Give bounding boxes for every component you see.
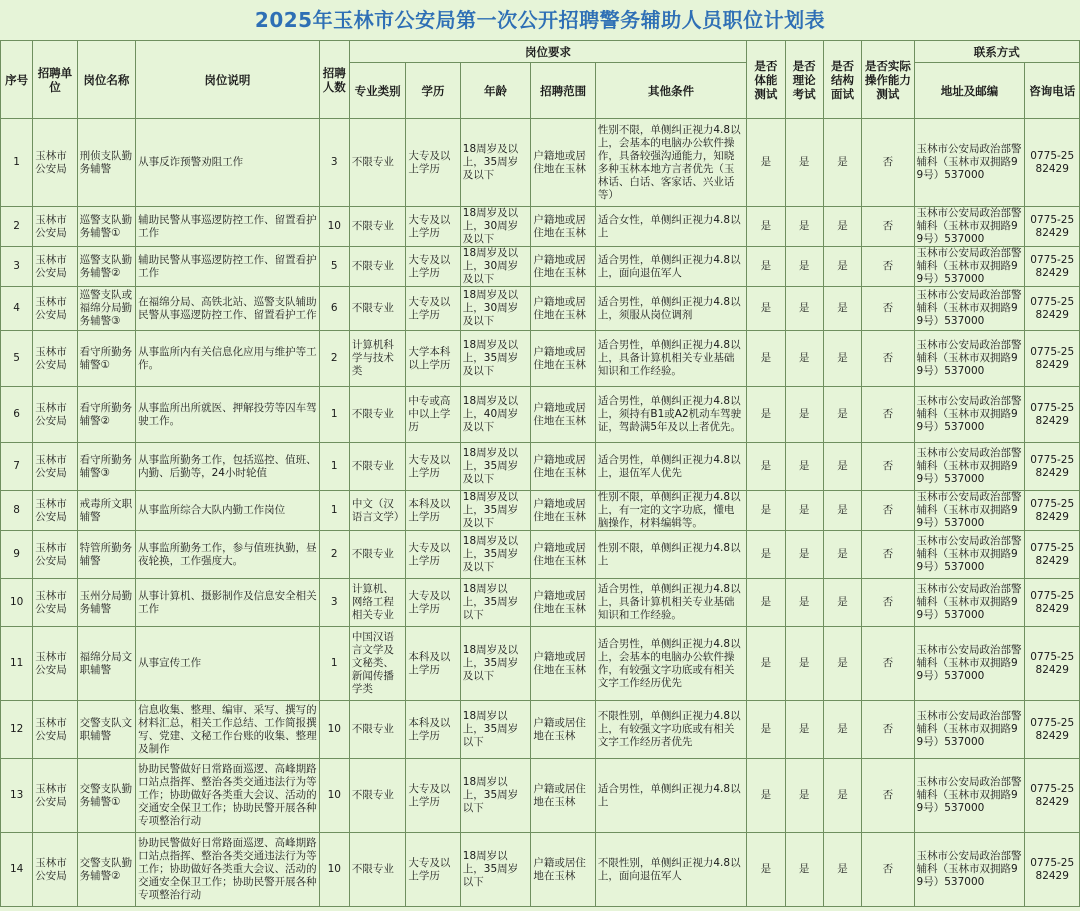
cell-practical: 否 [862, 247, 914, 287]
cell-address: 玉林市公安局政治部警辅科（玉林市双拥路99号）537000 [914, 627, 1025, 701]
cell-phone: 0775-2582429 [1025, 207, 1080, 247]
cell-practical: 否 [862, 759, 914, 833]
cell-seq: 6 [1, 387, 33, 443]
cell-practical: 否 [862, 207, 914, 247]
cell-description: 信息收集、整理、编审、采写、撰写的材料汇总，相关工作总结、工作简报撰写、党建、文秘工作台账的收集、整理及制作 [136, 701, 320, 759]
cell-major: 不限专业 [349, 759, 405, 833]
cell-education: 大专及以上学历 [406, 287, 460, 331]
cell-seq: 2 [1, 207, 33, 247]
cell-phone: 0775-2582429 [1025, 119, 1080, 207]
cell-structured: 是 [823, 247, 861, 287]
cell-count: 10 [319, 701, 349, 759]
cell-unit: 玉林市公安局 [33, 443, 77, 491]
cell-count: 1 [319, 491, 349, 531]
cell-major: 不限专业 [349, 701, 405, 759]
cell-seq: 7 [1, 443, 33, 491]
header-structured: 是否结构面试 [823, 41, 861, 119]
cell-scope: 户籍地或居住地在玉林 [531, 531, 596, 579]
cell-physical: 是 [747, 247, 785, 287]
cell-physical: 是 [747, 579, 785, 627]
cell-structured: 是 [823, 627, 861, 701]
cell-education: 本科及以上学历 [406, 701, 460, 759]
cell-age: 18周岁及以上，35周岁及以下 [460, 119, 531, 207]
header-scope: 招聘范围 [531, 63, 596, 119]
cell-scope: 户籍或居住地在玉林 [531, 833, 596, 907]
cell-seq: 3 [1, 247, 33, 287]
cell-seq: 13 [1, 759, 33, 833]
cell-description: 从事宣传工作 [136, 627, 320, 701]
cell-major: 不限专业 [349, 247, 405, 287]
cell-address: 玉林市公安局政治部警辅科（玉林市双拥路99号）537000 [914, 207, 1025, 247]
cell-theory: 是 [785, 531, 823, 579]
cell-unit: 玉林市公安局 [33, 387, 77, 443]
cell-practical: 否 [862, 119, 914, 207]
cell-phone: 0775-2582429 [1025, 759, 1080, 833]
cell-theory: 是 [785, 491, 823, 531]
cell-description: 从事计算机、摄影制作及信息安全相关工作 [136, 579, 320, 627]
table-row [1, 531, 1080, 579]
cell-unit: 玉林市公安局 [33, 491, 77, 531]
header-address: 地址及邮编 [914, 63, 1025, 119]
cell-phone: 0775-2582429 [1025, 331, 1080, 387]
cell-position: 看守所勤务辅警③ [77, 443, 135, 491]
cell-education: 大专及以上学历 [406, 531, 460, 579]
cell-unit: 玉林市公安局 [33, 531, 77, 579]
header-description: 岗位说明 [136, 41, 320, 119]
header-education: 学历 [406, 63, 460, 119]
cell-scope: 户籍地或居住地在玉林 [531, 119, 596, 207]
cell-structured: 是 [823, 443, 861, 491]
cell-other: 适合男性，单侧纠正视力4.8以上，须服从岗位调剂 [595, 287, 746, 331]
cell-scope: 户籍地或居住地在玉林 [531, 247, 596, 287]
cell-phone: 0775-2582429 [1025, 491, 1080, 531]
cell-other: 适合男性，单侧纠正视力4.8以上 [595, 759, 746, 833]
header-theory: 是否理论考试 [785, 41, 823, 119]
cell-other: 不限性别，单侧纠正视力4.8以上，有较强文字功底或有相关文字工作经历者优先 [595, 701, 746, 759]
cell-practical: 否 [862, 331, 914, 387]
header-seq: 序号 [1, 41, 33, 119]
cell-address: 玉林市公安局政治部警辅科（玉林市双拥路99号）537000 [914, 287, 1025, 331]
header-phone: 咨询电话 [1025, 63, 1080, 119]
cell-structured: 是 [823, 207, 861, 247]
cell-unit: 玉林市公安局 [33, 287, 77, 331]
cell-structured: 是 [823, 701, 861, 759]
cell-seq: 1 [1, 119, 33, 207]
cell-theory: 是 [785, 627, 823, 701]
cell-physical: 是 [747, 531, 785, 579]
cell-theory: 是 [785, 387, 823, 443]
cell-count: 3 [319, 119, 349, 207]
cell-age: 18周岁及以上，30周岁及以下 [460, 207, 531, 247]
cell-physical: 是 [747, 759, 785, 833]
cell-count: 10 [319, 833, 349, 907]
cell-age: 18周岁及以上，35周岁及以下 [460, 443, 531, 491]
cell-address: 玉林市公安局政治部警辅科（玉林市双拥路99号）537000 [914, 579, 1025, 627]
cell-scope: 户籍或居住地在玉林 [531, 759, 596, 833]
cell-scope: 户籍地或居住地在玉林 [531, 491, 596, 531]
cell-count: 1 [319, 387, 349, 443]
cell-age: 18周岁及以上，35周岁及以下 [460, 531, 531, 579]
header-contact: 联系方式 [914, 41, 1079, 63]
cell-theory: 是 [785, 247, 823, 287]
cell-education: 大专及以上学历 [406, 207, 460, 247]
table-row [1, 119, 1080, 207]
header-requirements: 岗位要求 [349, 41, 746, 63]
cell-count: 10 [319, 759, 349, 833]
cell-structured: 是 [823, 287, 861, 331]
cell-phone: 0775-2582429 [1025, 579, 1080, 627]
cell-scope: 户籍地或居住地在玉林 [531, 627, 596, 701]
cell-education: 大专及以上学历 [406, 833, 460, 907]
cell-practical: 否 [862, 491, 914, 531]
cell-description: 辅助民警从事巡逻防控工作、留置看护工作 [136, 207, 320, 247]
cell-unit: 玉林市公安局 [33, 119, 77, 207]
cell-practical: 否 [862, 701, 914, 759]
cell-structured: 是 [823, 331, 861, 387]
header-unit: 招聘单位 [33, 41, 77, 119]
table-row [1, 287, 1080, 331]
cell-physical: 是 [747, 387, 785, 443]
cell-phone: 0775-2582429 [1025, 287, 1080, 331]
table-row [1, 579, 1080, 627]
header-practical: 是否实际操作能力测试 [862, 41, 914, 119]
header-other: 其他条件 [595, 63, 746, 119]
table-row [1, 443, 1080, 491]
cell-age: 18周岁及以上，30周岁及以下 [460, 247, 531, 287]
table-header [1, 41, 1080, 119]
cell-phone: 0775-2582429 [1025, 247, 1080, 287]
cell-count: 2 [319, 331, 349, 387]
cell-seq: 11 [1, 627, 33, 701]
cell-age: 18周岁及以上，35周岁及以下 [460, 627, 531, 701]
cell-phone: 0775-2582429 [1025, 701, 1080, 759]
cell-physical: 是 [747, 491, 785, 531]
cell-count: 10 [319, 207, 349, 247]
cell-scope: 户籍地或居住地在玉林 [531, 287, 596, 331]
cell-scope: 户籍或居住地在玉林 [531, 701, 596, 759]
cell-description: 从事反诈预警劝阻工作 [136, 119, 320, 207]
cell-scope: 户籍地或居住地在玉林 [531, 579, 596, 627]
cell-unit: 玉林市公安局 [33, 331, 77, 387]
cell-description: 辅助民警从事巡逻防控工作、留置看护工作 [136, 247, 320, 287]
cell-phone: 0775-2582429 [1025, 531, 1080, 579]
cell-position: 福绵分局文职辅警 [77, 627, 135, 701]
cell-theory: 是 [785, 331, 823, 387]
cell-major: 不限专业 [349, 833, 405, 907]
cell-address: 玉林市公安局政治部警辅科（玉林市双拥路99号）537000 [914, 701, 1025, 759]
cell-theory: 是 [785, 759, 823, 833]
cell-practical: 否 [862, 579, 914, 627]
cell-description: 从事监所勤务工作，包括巡控、值班、内勤、后勤等，24小时轮值 [136, 443, 320, 491]
table-row [1, 491, 1080, 531]
cell-age: 18周岁及以上，35周岁及以下 [460, 491, 531, 531]
cell-education: 大专及以上学历 [406, 247, 460, 287]
cell-age: 18周岁以上，35周岁以下 [460, 579, 531, 627]
cell-physical: 是 [747, 701, 785, 759]
cell-other: 性别不限，单侧纠正视力4.8以上，会基本的电脑办公软件操作，具备较强沟通能力，知晓多种玉林本地方言者优先（玉林话、白话、客家话、兴业话等） [595, 119, 746, 207]
cell-scope: 户籍地或居住地在玉林 [531, 331, 596, 387]
cell-address: 玉林市公安局政治部警辅科（玉林市双拥路99号）537000 [914, 759, 1025, 833]
cell-count: 2 [319, 531, 349, 579]
cell-phone: 0775-2582429 [1025, 387, 1080, 443]
cell-major: 不限专业 [349, 207, 405, 247]
cell-physical: 是 [747, 207, 785, 247]
cell-education: 本科及以上学历 [406, 491, 460, 531]
cell-age: 18周岁以上，35周岁以下 [460, 759, 531, 833]
cell-practical: 否 [862, 287, 914, 331]
cell-position: 刑侦支队勤务辅警 [77, 119, 135, 207]
header-count: 招聘人数 [319, 41, 349, 119]
cell-structured: 是 [823, 579, 861, 627]
cell-structured: 是 [823, 759, 861, 833]
cell-seq: 9 [1, 531, 33, 579]
cell-position: 交警支队勤务辅警② [77, 833, 135, 907]
header-age: 年龄 [460, 63, 531, 119]
cell-seq: 14 [1, 833, 33, 907]
cell-scope: 户籍地或居住地在玉林 [531, 207, 596, 247]
cell-physical: 是 [747, 833, 785, 907]
cell-address: 玉林市公安局政治部警辅科（玉林市双拥路99号）537000 [914, 531, 1025, 579]
cell-theory: 是 [785, 579, 823, 627]
cell-practical: 否 [862, 531, 914, 579]
cell-age: 18周岁及以上，40周岁及以下 [460, 387, 531, 443]
cell-practical: 否 [862, 833, 914, 907]
cell-position: 巡警支队或福绵分局勤务辅警③ [77, 287, 135, 331]
cell-address: 玉林市公安局政治部警辅科（玉林市双拥路99号）537000 [914, 443, 1025, 491]
cell-other: 适合女性，单侧纠正视力4.8以上 [595, 207, 746, 247]
cell-address: 玉林市公安局政治部警辅科（玉林市双拥路99号）537000 [914, 119, 1025, 207]
cell-position: 特管所勤务辅警 [77, 531, 135, 579]
cell-other: 性别不限，单侧纠正视力4.8以上 [595, 531, 746, 579]
cell-other: 适合男性，单侧纠正视力4.8以上，退伍军人优先 [595, 443, 746, 491]
cell-major: 中国汉语言文学及文秘类、新闻传播学类 [349, 627, 405, 701]
cell-scope: 户籍地或居住地在玉林 [531, 387, 596, 443]
cell-count: 1 [319, 443, 349, 491]
header-position: 岗位名称 [77, 41, 135, 119]
cell-address: 玉林市公安局政治部警辅科（玉林市双拥路99号）537000 [914, 491, 1025, 531]
cell-description: 协助民警做好日常路面巡逻、高峰期路口站点指挥、整治各类交通违法行为等工作；协助做好各类重大会议、活动的交通安全保卫工作；协助民警开展各种专项整治行动 [136, 759, 320, 833]
cell-unit: 玉林市公安局 [33, 759, 77, 833]
cell-practical: 否 [862, 443, 914, 491]
cell-practical: 否 [862, 387, 914, 443]
cell-seq: 8 [1, 491, 33, 531]
cell-other: 适合男性，单侧纠正视力4.8以上，具备计算机相关专业基础知识和工作经验。 [595, 579, 746, 627]
cell-count: 3 [319, 579, 349, 627]
cell-other: 不限性别，单侧纠正视力4.8以上，面向退伍军人 [595, 833, 746, 907]
cell-position: 看守所勤务辅警② [77, 387, 135, 443]
cell-phone: 0775-2582429 [1025, 627, 1080, 701]
cell-description: 从事监所内有关信息化应用与维护等工作。 [136, 331, 320, 387]
cell-age: 18周岁及以上，35周岁及以下 [460, 331, 531, 387]
cell-address: 玉林市公安局政治部警辅科（玉林市双拥路99号）537000 [914, 387, 1025, 443]
cell-address: 玉林市公安局政治部警辅科（玉林市双拥路99号）537000 [914, 247, 1025, 287]
cell-age: 18周岁以上，35周岁以下 [460, 833, 531, 907]
cell-age: 18周岁及以上，30周岁及以下 [460, 287, 531, 331]
cell-unit: 玉林市公安局 [33, 627, 77, 701]
cell-other: 适合男性，单侧纠正视力4.8以上，须持有B1或A2机动车驾驶证，驾龄满5年及以上者优先。 [595, 387, 746, 443]
cell-description: 从事监所出所就医、押解投劳等囚车驾驶工作。 [136, 387, 320, 443]
cell-position: 巡警支队勤务辅警① [77, 207, 135, 247]
cell-address: 玉林市公安局政治部警辅科（玉林市双拥路99号）537000 [914, 331, 1025, 387]
cell-major: 中文（汉语言文学） [349, 491, 405, 531]
cell-theory: 是 [785, 701, 823, 759]
header-physical: 是否体能测试 [747, 41, 785, 119]
cell-other: 适合男性，单侧纠正视力4.8以上，会基本的电脑办公软件操作，有较强文字功底或有相关文字工作经历优先 [595, 627, 746, 701]
cell-position: 玉州分局勤务辅警 [77, 579, 135, 627]
table-row [1, 627, 1080, 701]
cell-description: 在福绵分局、高铁北站、巡警支队辅助民警从事巡逻防控工作、留置看护工作 [136, 287, 320, 331]
cell-unit: 玉林市公安局 [33, 833, 77, 907]
cell-unit: 玉林市公安局 [33, 579, 77, 627]
cell-major: 计算机、网络工程相关专业 [349, 579, 405, 627]
positions-table [0, 40, 1080, 907]
table-row [1, 207, 1080, 247]
cell-address: 玉林市公安局政治部警辅科（玉林市双拥路99号）537000 [914, 833, 1025, 907]
cell-major: 不限专业 [349, 119, 405, 207]
cell-position: 交警支队文职辅警 [77, 701, 135, 759]
cell-seq: 5 [1, 331, 33, 387]
cell-description: 协助民警做好日常路面巡逻、高峰期路口站点指挥、整治各类交通违法行为等工作；协助做好各类重大会议、活动的交通安全保卫工作；协助民警开展各种专项整治行动 [136, 833, 320, 907]
table-row [1, 331, 1080, 387]
cell-major: 计算机科学与技术类 [349, 331, 405, 387]
cell-physical: 是 [747, 627, 785, 701]
cell-scope: 户籍地或居住地在玉林 [531, 443, 596, 491]
cell-position: 看守所勤务辅警① [77, 331, 135, 387]
table-row [1, 759, 1080, 833]
cell-education: 本科及以上学历 [406, 627, 460, 701]
cell-practical: 否 [862, 627, 914, 701]
cell-position: 戒毒所文职辅警 [77, 491, 135, 531]
cell-education: 大专及以上学历 [406, 579, 460, 627]
cell-physical: 是 [747, 443, 785, 491]
table-row [1, 833, 1080, 907]
cell-other: 适合男性，单侧纠正视力4.8以上，面向退伍军人 [595, 247, 746, 287]
cell-position: 交警支队勤务辅警① [77, 759, 135, 833]
cell-unit: 玉林市公安局 [33, 207, 77, 247]
cell-other: 性别不限，单侧纠正视力4.8以上，有一定的文字功底，懂电脑操作，材料编辑等。 [595, 491, 746, 531]
cell-theory: 是 [785, 833, 823, 907]
cell-structured: 是 [823, 387, 861, 443]
cell-unit: 玉林市公安局 [33, 701, 77, 759]
page-title: 2025年玉林市公安局第一次公开招聘警务辅助人员职位计划表 [254, 8, 826, 32]
cell-phone: 0775-2582429 [1025, 443, 1080, 491]
cell-count: 5 [319, 247, 349, 287]
cell-major: 不限专业 [349, 387, 405, 443]
cell-theory: 是 [785, 287, 823, 331]
cell-major: 不限专业 [349, 531, 405, 579]
cell-position: 巡警支队勤务辅警② [77, 247, 135, 287]
cell-description: 从事监所综合大队内勤工作岗位 [136, 491, 320, 531]
cell-physical: 是 [747, 287, 785, 331]
cell-seq: 12 [1, 701, 33, 759]
cell-education: 中专或高中以上学历 [406, 387, 460, 443]
cell-physical: 是 [747, 119, 785, 207]
cell-theory: 是 [785, 119, 823, 207]
cell-physical: 是 [747, 331, 785, 387]
cell-education: 大专及以上学历 [406, 759, 460, 833]
table-row [1, 387, 1080, 443]
cell-age: 18周岁以上，35周岁以下 [460, 701, 531, 759]
cell-seq: 4 [1, 287, 33, 331]
cell-theory: 是 [785, 207, 823, 247]
cell-count: 6 [319, 287, 349, 331]
cell-description: 从事监所勤务工作，参与值班执勤，昼夜轮换，工作强度大。 [136, 531, 320, 579]
cell-unit: 玉林市公安局 [33, 247, 77, 287]
header-major: 专业类别 [349, 63, 405, 119]
cell-theory: 是 [785, 443, 823, 491]
cell-structured: 是 [823, 491, 861, 531]
cell-structured: 是 [823, 833, 861, 907]
cell-seq: 10 [1, 579, 33, 627]
table-row [1, 701, 1080, 759]
table-row [1, 247, 1080, 287]
cell-education: 大专及以上学历 [406, 443, 460, 491]
cell-major: 不限专业 [349, 443, 405, 491]
cell-phone: 0775-2582429 [1025, 833, 1080, 907]
cell-other: 适合男性，单侧纠正视力4.8以上，具备计算机相关专业基础知识和工作经验。 [595, 331, 746, 387]
cell-major: 不限专业 [349, 287, 405, 331]
cell-structured: 是 [823, 119, 861, 207]
cell-structured: 是 [823, 531, 861, 579]
cell-count: 1 [319, 627, 349, 701]
cell-education: 大专及以上学历 [406, 119, 460, 207]
cell-education: 大学本科以上学历 [406, 331, 460, 387]
table-body [1, 119, 1080, 907]
